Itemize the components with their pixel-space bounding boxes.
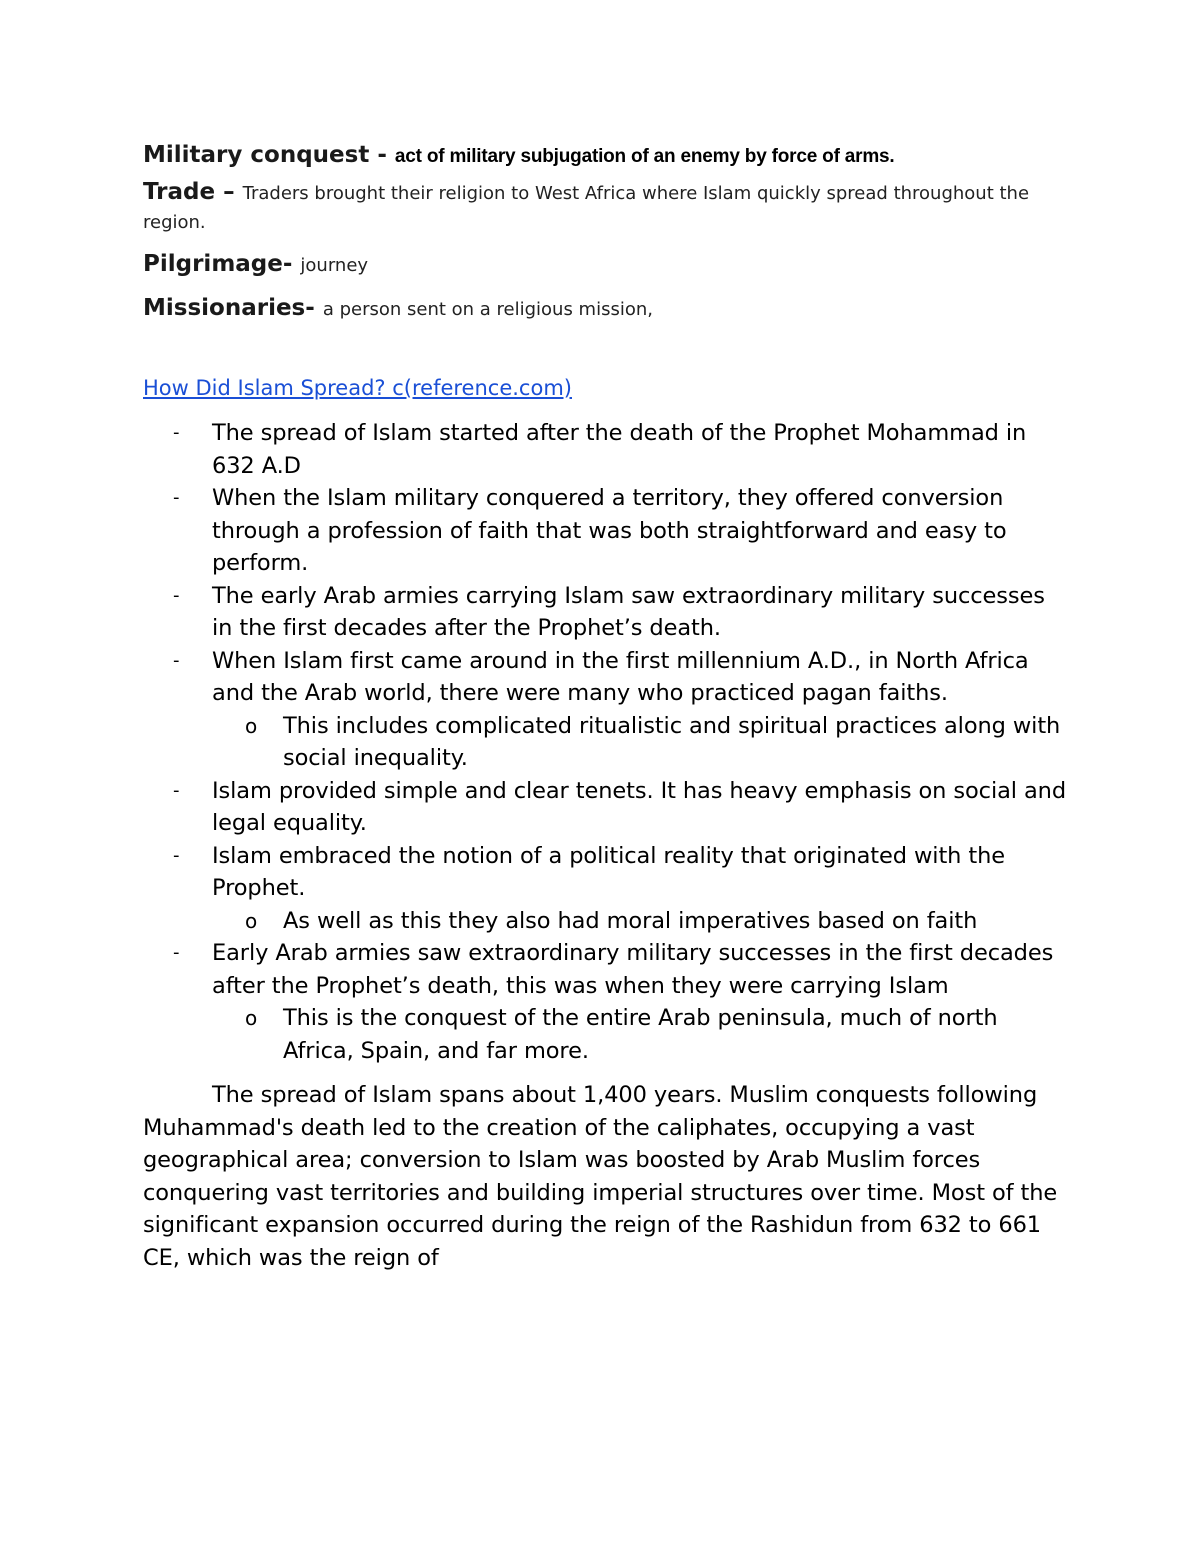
- list-item-text: This includes complicated ritualistic and spiritual practices along with social inequality.: [283, 712, 1061, 771]
- list-item: [143, 840, 1068, 905]
- term-trade: [143, 178, 1068, 237]
- circle-marker: o: [245, 1006, 258, 1030]
- sub-list-item: [143, 1002, 1068, 1067]
- term-label: Pilgrimage-: [143, 251, 301, 277]
- sub-list-item: [143, 710, 1068, 775]
- list-item-text: Islam embraced the notion of a political reality that originated with the Prophet.: [212, 842, 1005, 901]
- term-definition: a person sent on a religious mission,: [322, 299, 653, 320]
- list-item: [143, 417, 1068, 482]
- circle-marker: o: [245, 713, 258, 738]
- list-item-text: When Islam first came around in the first millennium A.D., in North Africa and the Arab world, there were many who practiced pagan faiths.: [212, 647, 1029, 706]
- list-item-text: Islam provided simple and clear tenets. It has heavy emphasis on social and legal equality.: [212, 777, 1067, 836]
- body-paragraph: The spread of Islam spans about 1,400 years. Muslim conquests following Muhammad's death led to the creation of the caliphates, occupying a vast geographical area; conversion to Islam was boosted by Arab Muslim forces conquering vast territories and building imperial structures over time. Most of the significant expansion occurred during the reign of the Rashidun from 632 to 661 CE, which was the reign of: [143, 1082, 1058, 1271]
- dash-marker: -: [173, 942, 180, 963]
- term-pilgrimage: [143, 249, 1068, 281]
- dash-marker: -: [173, 487, 180, 508]
- list-item-text: The spread of Islam started after the death of the Prophet Mohammad in 632 A.D: [212, 420, 1027, 479]
- list-item-text: This is the conquest of the entire Arab peninsula, much of north Africa, Spain, and far more.: [283, 1005, 998, 1064]
- source-link[interactable]: How Did Islam Spread? c(reference.com): [143, 376, 572, 400]
- circle-marker: o: [245, 908, 258, 933]
- list-item: [143, 937, 1068, 1002]
- term-military-conquest: [143, 140, 1068, 172]
- source-link-line: [143, 373, 1068, 405]
- bullet-list: [143, 417, 1068, 1067]
- document-page: [143, 140, 1068, 1274]
- term-label: Military conquest -: [143, 142, 395, 168]
- dash-marker: -: [173, 779, 180, 801]
- list-item: [143, 482, 1068, 580]
- list-item: [143, 580, 1068, 645]
- term-definition: Traders brought their religion to West Africa where Islam quickly spread throughout the region.: [143, 183, 1030, 233]
- dash-marker: -: [173, 422, 180, 443]
- term-missionaries: [143, 293, 1068, 325]
- term-label: Missionaries-: [143, 295, 323, 321]
- term-definition: act of military subjugation of an enemy by force of arms.: [394, 146, 895, 167]
- list-item: [143, 775, 1068, 840]
- dash-marker: -: [173, 649, 180, 671]
- sub-list-item: [143, 905, 1068, 938]
- term-definition: journey: [300, 255, 369, 276]
- list-item-text: Early Arab armies saw extraordinary military successes in the first decades after the Prophet’s death, this was when they were carrying Islam: [212, 940, 1054, 999]
- list-item: [143, 645, 1068, 710]
- list-item-text: When the Islam military conquered a territory, they offered conversion through a profession of faith that was both straightforward and easy to perform.: [212, 485, 1007, 576]
- list-item-text: As well as this they also had moral imperatives based on faith: [283, 907, 978, 934]
- list-item-text: The early Arab armies carrying Islam saw extraordinary military successes in the first decades after the Prophet’s death.: [212, 582, 1045, 641]
- dash-marker: -: [173, 584, 180, 606]
- dash-marker: -: [173, 844, 180, 866]
- term-label: Trade –: [143, 179, 243, 205]
